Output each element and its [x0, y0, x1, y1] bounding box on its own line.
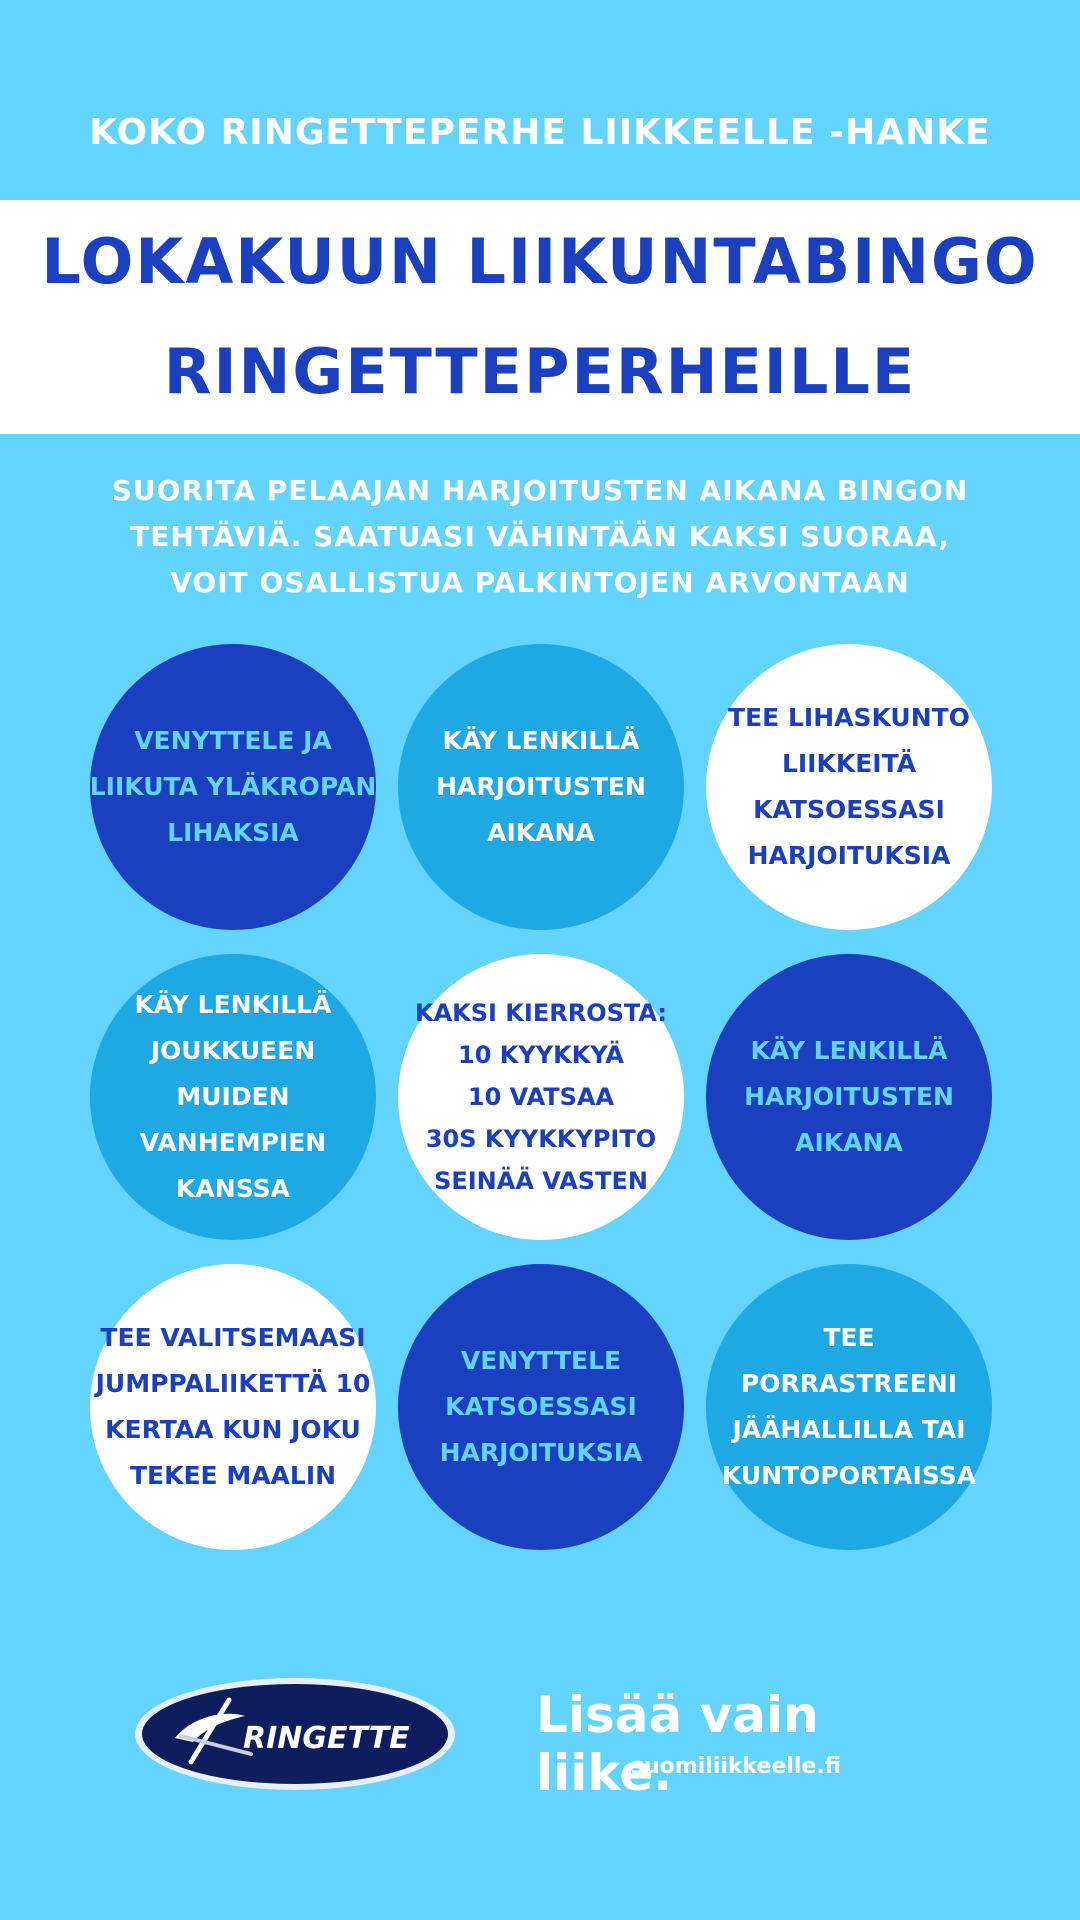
- bingo-cell-7: [90, 1264, 376, 1550]
- slogan: Lisää vain liike.: [536, 1686, 819, 1802]
- bingo-cell-text: KATSOESSASI: [445, 1392, 637, 1421]
- bingo-cell-6: [706, 954, 992, 1240]
- bingo-cell-text: KUNTOPORTAISSA: [721, 1461, 977, 1490]
- bingo-cell-text: SEINÄÄ VASTEN: [434, 1167, 648, 1195]
- bingo-cell-text: TEE LIHASKUNTO: [728, 703, 970, 732]
- bingo-cell-1: [90, 644, 376, 930]
- bingo-cell-text: KÄY LENKILLÄ: [750, 1036, 948, 1065]
- logo-text: RINGETTE: [243, 1721, 410, 1756]
- bingo-cell-text: HARJOITUKSIA: [747, 841, 951, 870]
- page-title-line-2: RINGETTEPERHEILLE: [163, 335, 917, 408]
- bingo-cell-text: HARJOITUSTEN: [744, 1082, 954, 1111]
- bingo-cell-4: [90, 954, 376, 1240]
- bingo-cell-text: KATSOESSASI: [753, 795, 945, 824]
- intro-text: [60, 468, 1020, 606]
- bingo-grid: [90, 644, 990, 1550]
- project-name: KOKO RINGETTEPERHE LIIKKEELLE -HANKE: [89, 111, 991, 153]
- intro-line: VOIT OSALLISTUA PALKINTOJEN ARVONTAAN: [170, 566, 910, 599]
- bingo-cell-text: AIKANA: [795, 1128, 903, 1157]
- bingo-cell-text: TEE VALITSEMAASI: [100, 1323, 366, 1352]
- bingo-cell-text: JUMPPALIIKETTÄ 10: [95, 1369, 371, 1398]
- bingo-cell-text: MUIDEN: [176, 1082, 290, 1111]
- bingo-cell-text: LIHAKSIA: [167, 818, 299, 847]
- bingo-cell-text: TEE: [823, 1323, 875, 1352]
- bingo-cell-9: [706, 1264, 992, 1550]
- bingo-cell-text: PORRASTREENI: [740, 1369, 958, 1398]
- project-banner: [0, 0, 1080, 200]
- bingo-cell-text: KERTAA KUN JOKU: [105, 1415, 361, 1444]
- bingo-cell-8: [398, 1264, 684, 1550]
- website-link[interactable]: suomiliikkeelle.fi: [630, 1754, 842, 1779]
- bingo-cell-text: KÄY LENKILLÄ: [442, 726, 640, 755]
- bingo-cell-text: 30S KYYKKYPITO: [425, 1125, 657, 1153]
- bingo-cell-text: AIKANA: [487, 818, 595, 847]
- bingo-cell-text: JÄÄHALLILLA TAI: [732, 1415, 966, 1444]
- bingo-cell-5: [398, 954, 684, 1240]
- bingo-cell-text: HARJOITUKSIA: [439, 1438, 643, 1467]
- bingo-cell-text: LIIKKEITÄ: [781, 749, 917, 778]
- bingo-cell-text: 10 KYYKKYÄ: [458, 1041, 624, 1069]
- bingo-cell-text: VENYTTELE JA: [134, 726, 332, 755]
- bingo-cell-text: KAKSI KIERROSTA:: [414, 999, 668, 1027]
- intro-line: SUORITA PELAAJAN HARJOITUSTEN AIKANA BINGON: [111, 474, 969, 507]
- title-band: [0, 200, 1080, 434]
- bingo-cell-text: VANHEMPIEN: [139, 1128, 327, 1157]
- ringette-logo: [133, 1676, 457, 1792]
- bingo-cell-text: JOUKKUEEN: [150, 1036, 316, 1065]
- bingo-cell-text: VENYTTELE: [460, 1346, 622, 1375]
- bingo-cell-text: LIIKUTA YLÄKROPAN: [89, 772, 377, 801]
- bingo-cell-text: TEKEE MAALIN: [129, 1461, 337, 1490]
- page-title-line-1: LOKAKUUN LIIKUNTABINGO: [41, 225, 1039, 298]
- intro-line: TEHTÄVIÄ. SAATUASI VÄHINTÄÄN KAKSI SUORAA,: [130, 520, 950, 553]
- bingo-cell-text: KANSSA: [176, 1174, 290, 1203]
- bingo-cell-text: 10 VATSAA: [467, 1083, 615, 1111]
- bingo-cell-text: KÄY LENKILLÄ: [134, 990, 332, 1019]
- bingo-cell-3: [706, 644, 992, 930]
- bingo-cell-2: [398, 644, 684, 930]
- bingo-cell-text: HARJOITUSTEN: [436, 772, 646, 801]
